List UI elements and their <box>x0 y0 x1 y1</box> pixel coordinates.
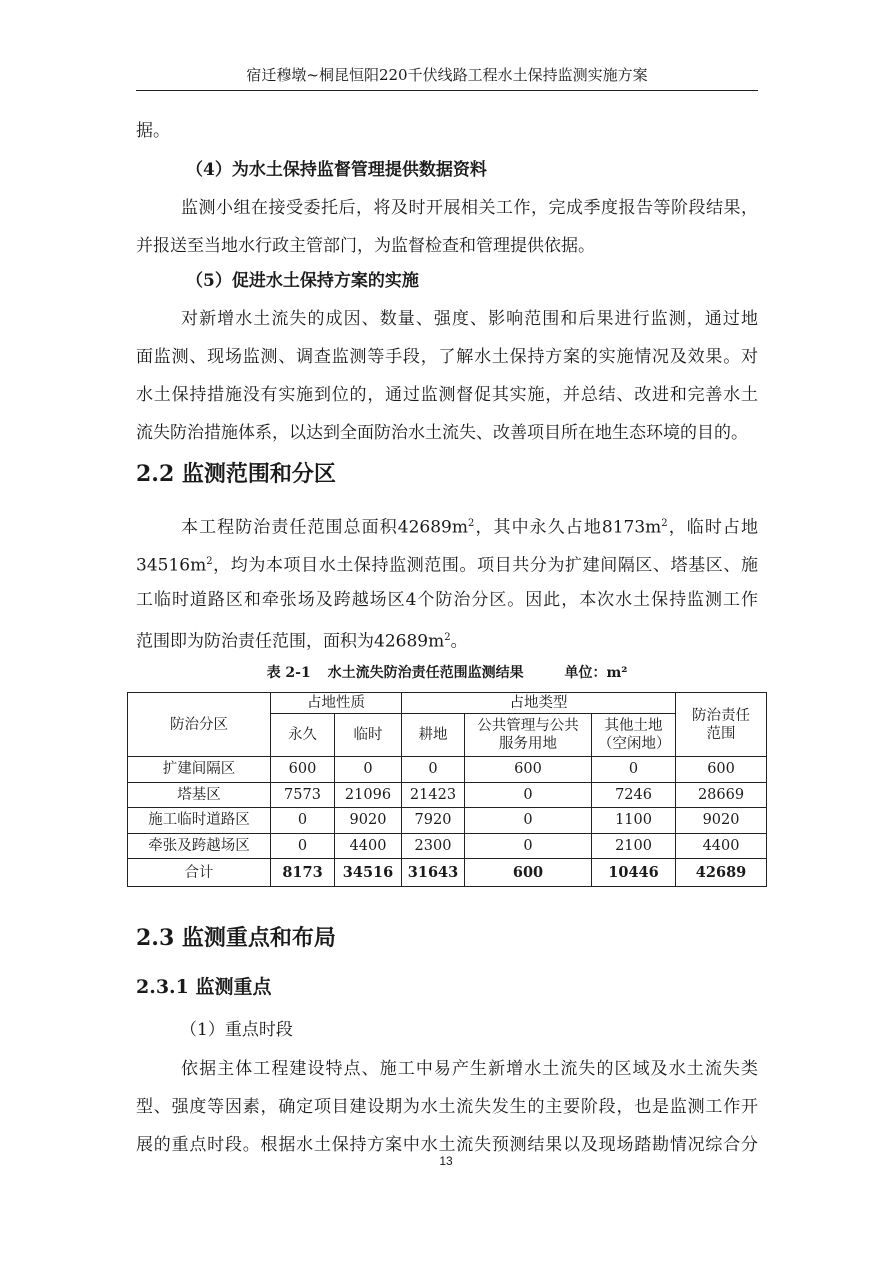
table-cell: 0 <box>335 757 402 783</box>
text-span: ，其中永久占地8173m <box>474 517 662 538</box>
table-caption-unit: 单位：m² <box>564 665 628 681</box>
header-land-nature: 占地性质 <box>271 693 402 714</box>
item4-paragraph <box>136 189 758 265</box>
item5-paragraph <box>136 300 758 452</box>
header-other-land: 其他土地（空闲地） <box>592 714 676 757</box>
header-farmland: 耕地 <box>402 714 465 757</box>
text-line <box>136 505 758 543</box>
table-cell: 600 <box>465 757 592 783</box>
text-line: 工临时道路区和牵张场及跨越场区4个防治分区。因此，本次水土保持监测工作 <box>136 590 758 610</box>
table-cell: 31643 <box>402 859 465 887</box>
table-cell: 21096 <box>335 782 402 808</box>
table-row <box>128 808 767 834</box>
table-cell: 600 <box>465 859 592 887</box>
table-cell: 0 <box>271 808 335 834</box>
text-span: 本工程防治责任范围总面积42689m <box>181 517 468 538</box>
superscript: 2 <box>444 632 451 643</box>
table-cell: 0 <box>592 757 676 783</box>
section-2-2-paragraph <box>136 505 758 657</box>
table-cell: 21423 <box>402 782 465 808</box>
table-cell: 0 <box>465 808 592 834</box>
text-line: 监测小组在接受委托后，将及时开展相关工作，完成季度报告等阶段结果， <box>181 198 758 218</box>
text-line: 据。 <box>136 121 170 141</box>
table-cell: 600 <box>676 757 767 783</box>
monitoring-results-table <box>127 692 767 887</box>
superscript: 2 <box>661 518 668 529</box>
text-span: ，临时占地 <box>667 517 758 538</box>
table-cell: 合计 <box>128 859 271 887</box>
superscript: 2 <box>206 556 213 567</box>
table-cell: 7246 <box>592 782 676 808</box>
item4-heading: （4）为水土保持监督管理提供数据资料 <box>186 160 487 180</box>
table-cell: 1100 <box>592 808 676 834</box>
table-cell: 牵张及跨越场区 <box>128 833 271 859</box>
header-responsibility-range: 防治责任范围 <box>676 693 767 757</box>
text-line: 流失防治措施体系，以达到全面防治水土流失、改善项目所在地生态环境的目的。 <box>136 423 748 443</box>
text-span: 。 <box>450 631 468 652</box>
table-cell: 9020 <box>676 808 767 834</box>
section-2-3-1-paragraph <box>136 1050 758 1164</box>
table-caption <box>128 660 766 686</box>
header-permanent: 永久 <box>271 714 335 757</box>
table-total-row <box>128 859 767 887</box>
table-cell: 600 <box>271 757 335 783</box>
table-cell: 0 <box>465 833 592 859</box>
header-zone: 防治分区 <box>128 693 271 757</box>
text-line <box>136 619 758 657</box>
table-caption-title: 水土流失防治责任范围监测结果 <box>327 665 524 681</box>
table-cell: 42689 <box>676 859 767 887</box>
table-cell: 34516 <box>335 859 402 887</box>
table-cell: 9020 <box>335 808 402 834</box>
table-row <box>128 757 767 783</box>
text-line <box>136 543 758 581</box>
header-land-type: 占地类型 <box>402 693 676 714</box>
text-span: 34516m <box>136 555 207 576</box>
table-cell: 施工临时道路区 <box>128 808 271 834</box>
table-cell: 8173 <box>271 859 335 887</box>
table-header-row <box>128 693 767 714</box>
section-2-3-title: 2.3 监测重点和布局 <box>136 925 336 951</box>
table-cell: 2300 <box>402 833 465 859</box>
table-row <box>128 833 767 859</box>
table-cell: 4400 <box>676 833 767 859</box>
table-cell: 扩建间隔区 <box>128 757 271 783</box>
table-cell: 7920 <box>402 808 465 834</box>
text-span: 范围即为防治责任范围，面积为42689m <box>136 631 445 652</box>
paragraph-continuation <box>136 112 758 150</box>
text-span: ，均为本项目水土保持监测范围。项目共分为扩建间隔区、塔基区、施 <box>212 555 758 576</box>
item5-heading: （5）促进水土保持方案的实施 <box>186 271 419 291</box>
table-caption-id: 表 2-1 <box>266 665 311 681</box>
text-line: 展的重点时段。根据水土保持方案中水土流失预测结果以及现场踏勘情况综合分 <box>136 1135 758 1155</box>
table-cell: 0 <box>402 757 465 783</box>
text-line: 面监测、现场监测、调查监测等手段，了解水土保持方案的实施情况及效果。对 <box>136 347 758 367</box>
text-line: 对新增水土流失的成因、数量、强度、影响范围和后果进行监测，通过地 <box>181 309 758 329</box>
table-cell: 28669 <box>676 782 767 808</box>
table-cell: 7573 <box>271 782 335 808</box>
table-cell: 0 <box>271 833 335 859</box>
table-cell: 2100 <box>592 833 676 859</box>
table-row <box>128 782 767 808</box>
text-line: （1）重点时段 <box>180 1020 293 1040</box>
section-2-3-1-title: 2.3.1 监测重点 <box>136 976 272 998</box>
table-cell: 10446 <box>592 859 676 887</box>
table-cell: 塔基区 <box>128 782 271 808</box>
header-public-land: 公共管理与公共服务用地 <box>465 714 592 757</box>
text-line: 并报送至当地水行政主管部门，为监督检查和管理提供依据。 <box>136 236 595 256</box>
page-number: 13 <box>439 1154 453 1168</box>
table-cell: 0 <box>465 782 592 808</box>
text-line: 水土保持措施没有实施到位的，通过监测督促其实施，并总结、改进和完善水土 <box>136 385 758 405</box>
section-2-2-title: 2.2 监测范围和分区 <box>136 461 336 487</box>
running-header: 宿迁穆墩~桐昆恒阳220千伏线路工程水土保持监测实施方案 <box>136 64 758 91</box>
text-line: 型、强度等因素，确定项目建设期为水土流失发生的主要阶段，也是监测工作开 <box>136 1097 758 1117</box>
item1-heading <box>180 1012 480 1048</box>
superscript: 2 <box>468 518 475 529</box>
table-cell: 4400 <box>335 833 402 859</box>
header-temporary: 临时 <box>335 714 402 757</box>
text-line: 依据主体工程建设特点、施工中易产生新增水土流失的区域及水土流失类 <box>181 1059 758 1079</box>
